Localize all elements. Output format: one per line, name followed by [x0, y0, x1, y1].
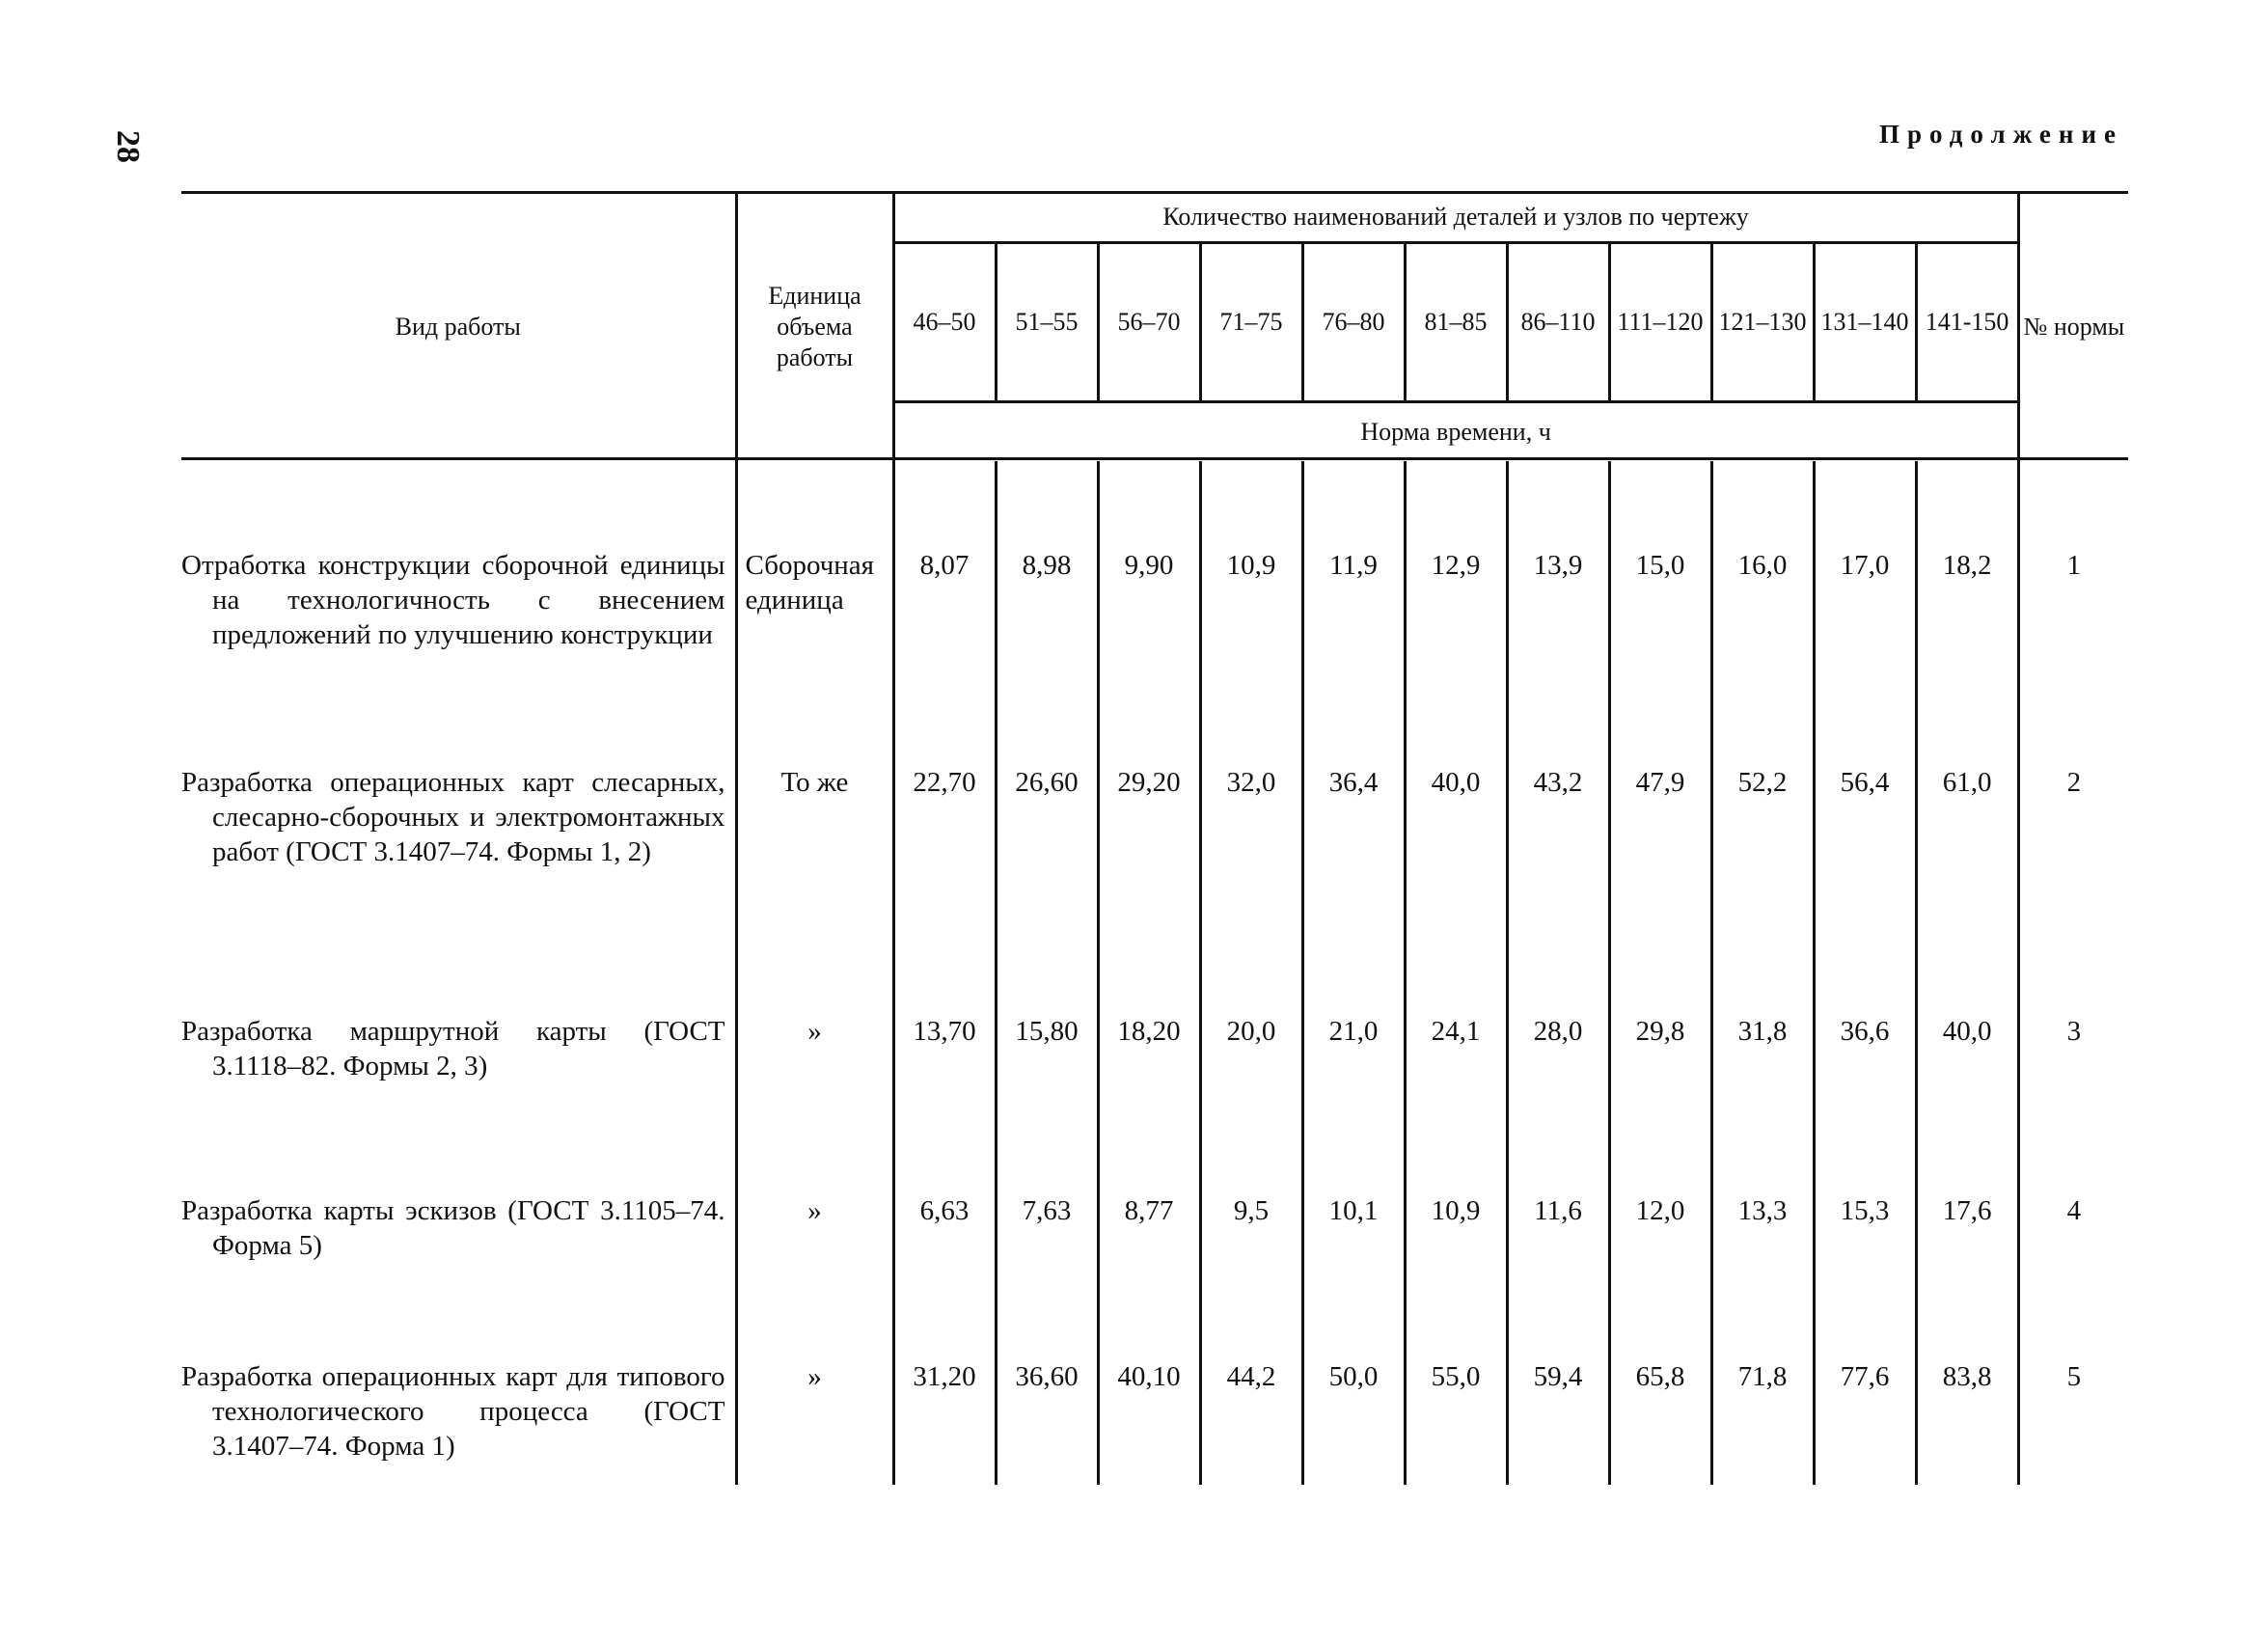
value-cell: 16,0 — [1711, 548, 1814, 765]
norm-number: 4 — [2018, 1193, 2128, 1359]
value-cell: 22,70 — [893, 765, 996, 1014]
value-cell: 36,4 — [1302, 765, 1405, 1014]
value-cell: 13,70 — [893, 1014, 996, 1193]
norm-number: 3 — [2018, 1014, 2128, 1193]
norm-number: 5 — [2018, 1359, 2128, 1485]
value-cell: 71,8 — [1711, 1359, 1814, 1485]
value-cell: 17,0 — [1814, 548, 1916, 765]
work-description: Разработка операционных карт слесарных, слесарно-сборочных и электромонтажных работ (ГОСТ 3.1407–74. Формы 1, 2) — [181, 767, 725, 867]
value-cell: 40,0 — [1405, 765, 1507, 1014]
unit-cell: Сборочная единица — [736, 548, 893, 765]
table-row — [181, 765, 2128, 1014]
value-cell: 31,20 — [893, 1359, 996, 1485]
value-cell: 55,0 — [1405, 1359, 1507, 1485]
value-cell: 43,2 — [1507, 765, 1609, 1014]
value-cell: 47,9 — [1609, 765, 1711, 1014]
value-cell: 24,1 — [1405, 1014, 1507, 1193]
range-header: 81–85 — [1405, 243, 1507, 402]
page-number: 28 — [110, 130, 146, 163]
continuation-label: Продолжение — [1879, 120, 2123, 149]
value-cell: 77,6 — [1814, 1359, 1916, 1485]
value-cell: 10,9 — [1405, 1193, 1507, 1359]
quantity-group-header: Количество наименований деталей и узлов по чертежу — [893, 193, 2018, 243]
value-cell: 15,80 — [996, 1014, 1098, 1193]
table-row — [181, 1359, 2128, 1485]
value-cell: 28,0 — [1507, 1014, 1609, 1193]
norm-number-header: № нормы — [2018, 193, 2128, 461]
value-cell: 12,9 — [1405, 548, 1507, 765]
value-cell: 10,9 — [1200, 548, 1302, 765]
work-description: Разработка операционных карт для типового технологического процесса (ГОСТ 3.1407–74. Форма 1) — [181, 1361, 725, 1462]
value-cell: 8,77 — [1098, 1193, 1200, 1359]
value-cell: 40,0 — [1916, 1014, 2018, 1193]
value-cell: 7,63 — [996, 1193, 1098, 1359]
value-cell: 56,4 — [1814, 765, 1916, 1014]
norm-number: 2 — [2018, 765, 2128, 1014]
value-cell: 13,9 — [1507, 548, 1609, 765]
range-header: 86–110 — [1507, 243, 1609, 402]
unit-cell: То же — [736, 765, 893, 1014]
value-cell: 12,0 — [1609, 1193, 1711, 1359]
value-cell: 13,3 — [1711, 1193, 1814, 1359]
work-description: Разработка маршрутной карты (ГОСТ 3.1118–82. Формы 2, 3) — [181, 1016, 725, 1081]
value-cell: 26,60 — [996, 765, 1098, 1014]
value-cell: 21,0 — [1302, 1014, 1405, 1193]
value-cell: 31,8 — [1711, 1014, 1814, 1193]
value-cell: 20,0 — [1200, 1014, 1302, 1193]
value-cell: 52,2 — [1711, 765, 1814, 1014]
work-type-header: Вид работы — [181, 193, 736, 461]
table-row — [181, 548, 2128, 765]
time-norm-subheader: Норма времени, ч — [893, 402, 2018, 462]
value-cell: 15,3 — [1814, 1193, 1916, 1359]
work-description: Отработка конструкции сборочной единицы на технологичность с внесением предложений по улучшению конструкции — [181, 550, 725, 650]
value-cell: 15,0 — [1609, 548, 1711, 765]
norm-number: 1 — [2018, 548, 2128, 765]
range-header: 46–50 — [893, 243, 996, 402]
value-cell: 83,8 — [1916, 1359, 2018, 1485]
range-header: 131–140 — [1814, 243, 1916, 402]
value-cell: 36,60 — [996, 1359, 1098, 1485]
range-header: 76–80 — [1302, 243, 1405, 402]
value-cell: 6,63 — [893, 1193, 996, 1359]
value-cell: 65,8 — [1609, 1359, 1711, 1485]
value-cell: 11,6 — [1507, 1193, 1609, 1359]
value-cell: 11,9 — [1302, 548, 1405, 765]
value-cell: 44,2 — [1200, 1359, 1302, 1485]
value-cell: 17,6 — [1916, 1193, 2018, 1359]
value-cell: 8,98 — [996, 548, 1098, 765]
value-cell: 8,07 — [893, 548, 996, 765]
range-header: 111–120 — [1609, 243, 1711, 402]
unit-cell: » — [736, 1359, 893, 1485]
value-cell: 36,6 — [1814, 1014, 1916, 1193]
norms-table — [181, 193, 2128, 1485]
value-cell: 9,90 — [1098, 548, 1200, 765]
work-description: Разработка карты эскизов (ГОСТ 3.1105–74. Форма 5) — [181, 1195, 725, 1261]
value-cell: 32,0 — [1200, 765, 1302, 1014]
unit-cell: » — [736, 1014, 893, 1193]
table-row — [181, 1193, 2128, 1359]
unit-cell: » — [736, 1193, 893, 1359]
unit-header: Единица объема работы — [736, 193, 893, 461]
value-cell: 61,0 — [1916, 765, 2018, 1014]
value-cell: 29,20 — [1098, 765, 1200, 1014]
value-cell: 10,1 — [1302, 1193, 1405, 1359]
value-cell: 29,8 — [1609, 1014, 1711, 1193]
value-cell: 9,5 — [1200, 1193, 1302, 1359]
value-cell: 40,10 — [1098, 1359, 1200, 1485]
range-header: 51–55 — [996, 243, 1098, 402]
value-cell: 50,0 — [1302, 1359, 1405, 1485]
range-header: 71–75 — [1200, 243, 1302, 402]
value-cell: 18,20 — [1098, 1014, 1200, 1193]
range-header: 121–130 — [1711, 243, 1814, 402]
table-row — [181, 1014, 2128, 1193]
range-header: 56–70 — [1098, 243, 1200, 402]
range-header: 141-150 — [1916, 243, 2018, 402]
value-cell: 18,2 — [1916, 548, 2018, 765]
value-cell: 59,4 — [1507, 1359, 1609, 1485]
